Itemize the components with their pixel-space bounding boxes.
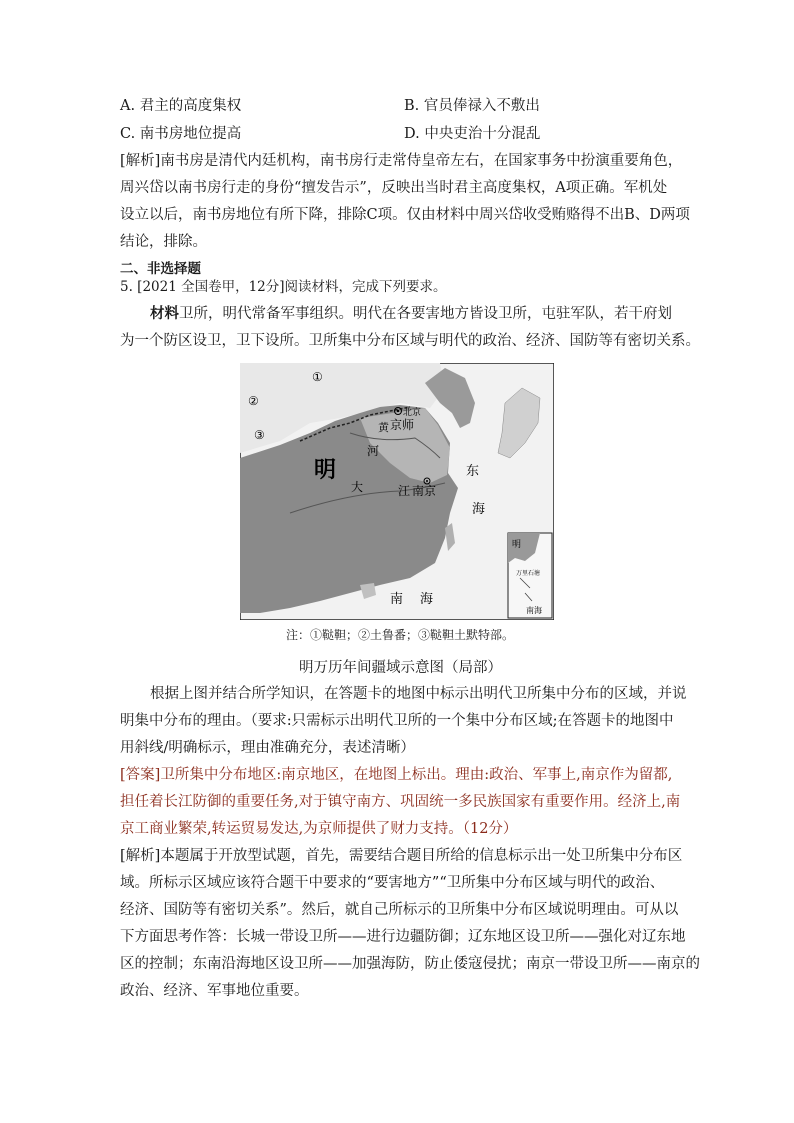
ming-territory-map [240, 363, 554, 620]
map-label-1: ① [312, 370, 323, 384]
material-line-2: 为一个防区设卫，卫下设所。卫所集中分布区域与明代的政治、经济、国防等有密切关系。 [120, 333, 700, 349]
map-label-3: ③ [254, 428, 265, 442]
analysis1-line: 结论，排除。 [120, 234, 207, 250]
map-label-jingshi: 京师 [390, 418, 415, 432]
answer-line: 京工商业繁荣,转运贸易发达,为京师提供了财力支持。（12分） [120, 821, 518, 837]
analysis2-line: [解析]本题属于开放型试题，首先，需要结合题目所给的信息标示出一处卫所集中分布区 [120, 848, 683, 864]
question-header: 5. [2021 全国卷甲，12分]阅读材料，完成下列要求。 [120, 279, 447, 295]
answer-line: 担任着长江防御的重要任务,对于镇守南方、巩固统一多民族国家有重要作用。经济上,南 [120, 794, 681, 810]
map-label-dong: 东 [466, 464, 480, 479]
inset-label-shitang: 万里石塘 [516, 570, 541, 577]
analysis2-line: 区的控制；东南沿海地区设卫所——加强海防，防止倭寇侵扰；南京一带设卫所——南京的 [120, 956, 700, 972]
map-label-da: 大 [351, 480, 364, 494]
analysis2-line: 政治、经济、军事地位重要。 [120, 983, 309, 999]
map-label-hai2: 海 [420, 592, 434, 607]
map-label-2: ② [248, 394, 259, 408]
material-text: 卫所，明代常备军事组织。明代在各要害地方皆设卫所，屯驻军队，若干府划 [179, 306, 672, 322]
map-note: 注：①鞑靼；②土鲁番；③鞑靼土默特部。 [286, 628, 515, 642]
map-label-hai: 海 [472, 502, 486, 517]
analysis2-line: 下方面思考作答：长城一带设卫所——进行边疆防御；辽东地区设卫所——强化对辽东地 [120, 929, 686, 945]
material-label: 材料 [150, 305, 179, 322]
task-line: 用斜线/明确标示，理由准确充分，表述清晰） [120, 740, 415, 756]
analysis1-line: 设立以后，南书房地位有所下降，排除C项。仅由材料中周兴岱收受贿赂得不出B、D两项 [120, 207, 690, 223]
task-line: 明集中分布的理由。（要求:只需标示出明代卫所的一个集中分布区域;在答题卡的地图中 [120, 713, 674, 729]
map-label-ming: 明 [314, 457, 337, 483]
analysis2-line: 域。所标示区域应该符合题干中要求的“要害地方”“卫所集中分布区域与明代的政治、 [120, 875, 665, 891]
analysis1-line: [解析]南书房是清代内廷机构，南书房行走常侍皇帝左右，在国家事务中扮演重要角色， [120, 153, 683, 169]
section-heading: 二、非选择题 [120, 261, 201, 277]
map-label-he: 河 [367, 444, 380, 458]
option-b: B. 官员俸禄入不敷出 [404, 98, 540, 114]
answer-line: [答案]卫所集中分布地区:南京地区，在地图上标出。理由:政治、军事上,南京作为留都, [120, 767, 673, 783]
inset-label-ming: 明 [512, 540, 522, 550]
map-label-huang: 黄 [378, 421, 389, 434]
material-line-1 [150, 304, 672, 324]
map-label-nanjing: 南京 [412, 484, 437, 498]
option-d: D. 中央吏治十分混乱 [404, 126, 541, 142]
task-line: 根据上图并结合所学知识，在答题卡的地图中标示出明代卫所集中分布的区域，并说 [150, 686, 687, 702]
map-label-beijing: 北京 [403, 408, 422, 418]
option-a: A. 君主的高度集权 [120, 98, 242, 114]
map-title: 明万历年间疆域示意图（局部） [299, 660, 502, 676]
inset-label-nanhai: 南海 [526, 606, 542, 615]
analysis2-line: 经济、国防等有密切关系”。然后，就自己所标示的卫所集中分布区域说明理由。可从以 [120, 902, 679, 918]
map-label-jiang: 江 [398, 484, 411, 498]
option-c: C. 南书房地位提高 [120, 126, 242, 142]
map-label-nan: 南 [390, 592, 404, 607]
analysis1-line: 周兴岱以南书房行走的身份“擅发告示”，反映出当时君主高度集权，A项正确。军机处 [120, 180, 668, 196]
